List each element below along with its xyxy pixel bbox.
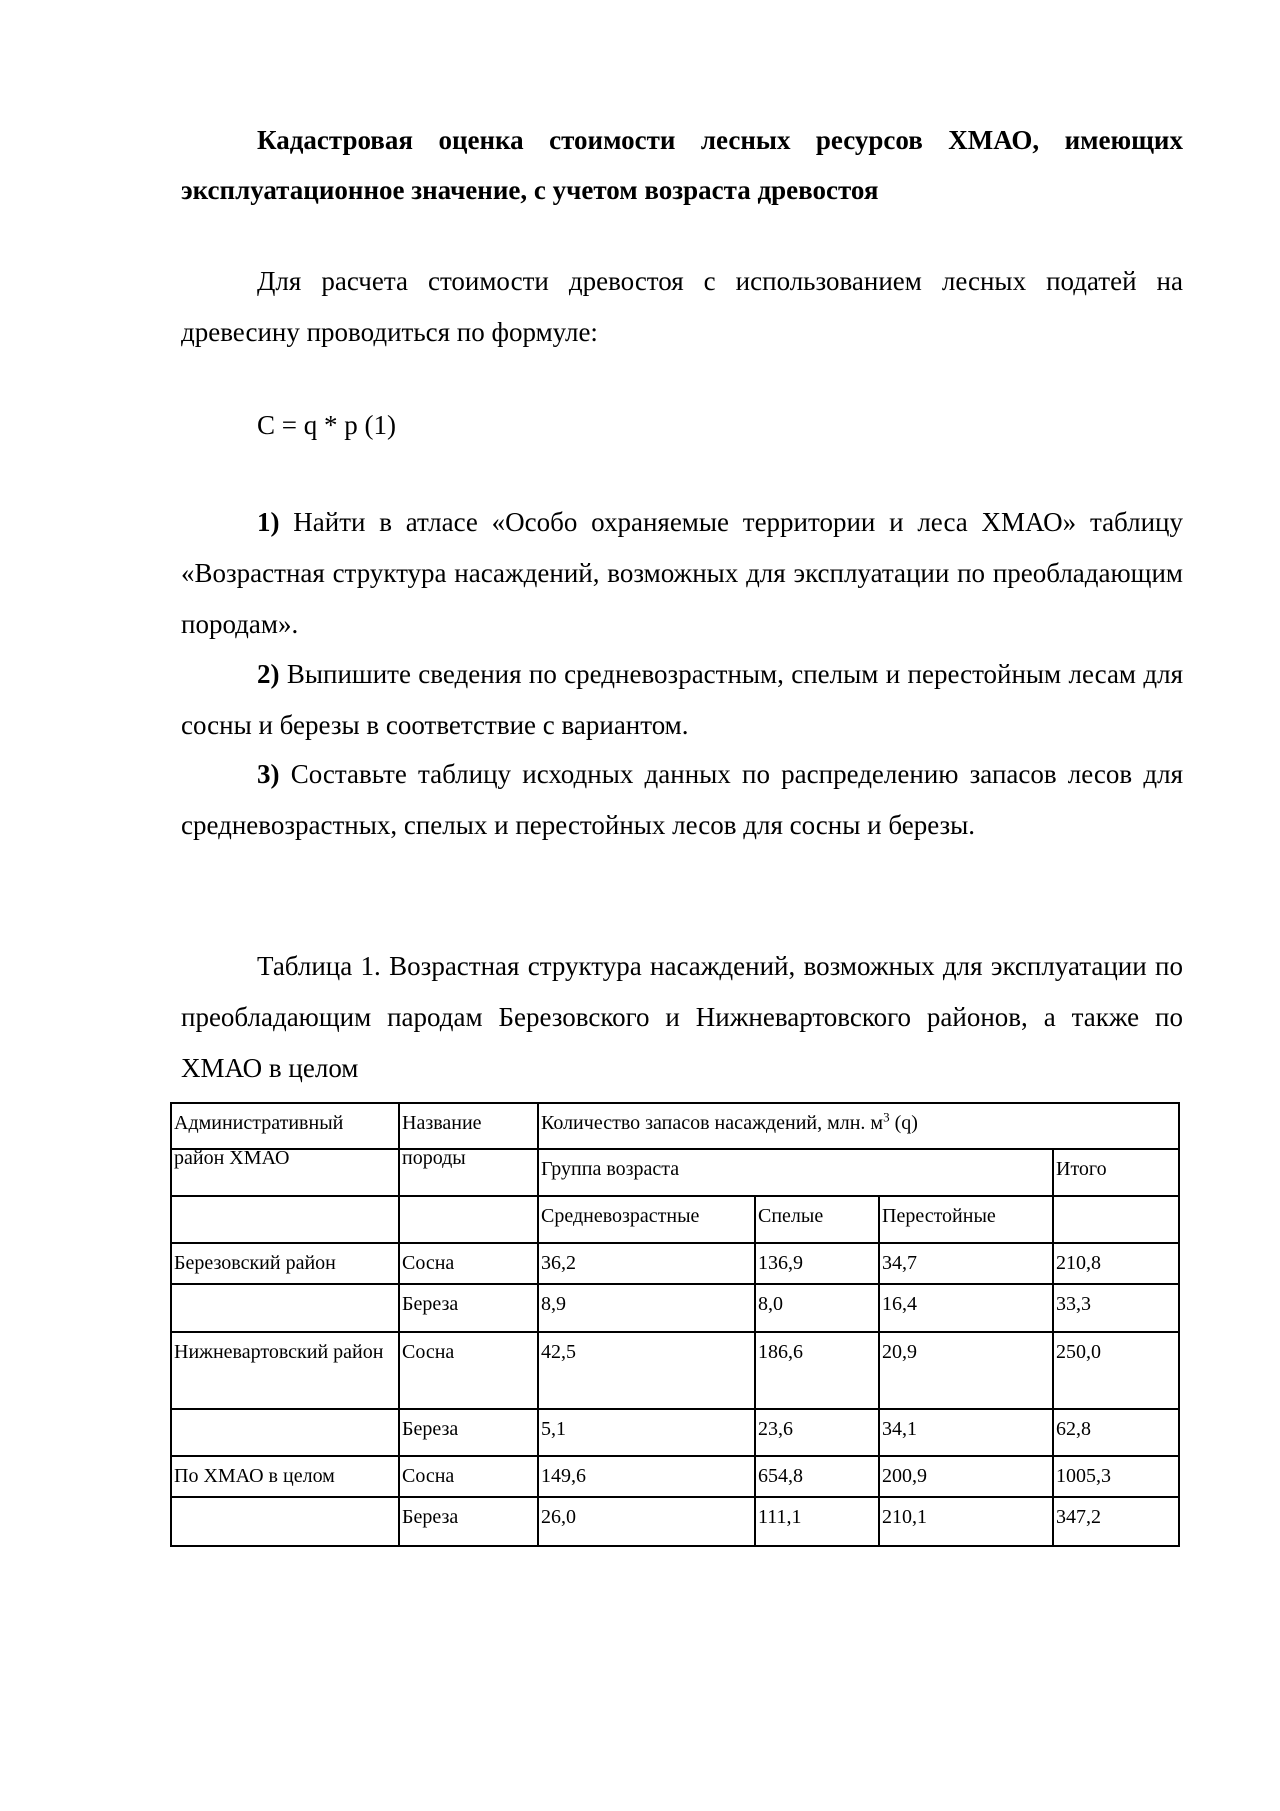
step-3 [181, 749, 1183, 851]
cell-overripe: 20,9 [879, 1332, 1053, 1409]
cell-species: Сосна [399, 1456, 538, 1497]
cell-middle: 5,1 [538, 1409, 755, 1456]
table-row [171, 1243, 1179, 1284]
cell-overripe: 200,9 [879, 1456, 1053, 1497]
cell-district [171, 1284, 399, 1332]
cell-overripe: 16,4 [879, 1284, 1053, 1332]
cell-total: 62,8 [1053, 1409, 1179, 1456]
cell-species: Береза [399, 1284, 538, 1332]
cell-ripe: 136,9 [755, 1243, 879, 1284]
table-row [171, 1332, 1179, 1409]
header-district: Административный район ХМАО [171, 1103, 399, 1149]
cell-species: Береза [399, 1409, 538, 1456]
step-number: 1) [257, 507, 280, 537]
step-text: Составьте таблицу исходных данных по распределению запасов лесов для средневозрастных, спелых и перестойных лесов для сосны и березы. [181, 759, 1183, 840]
cell-middle: 36,2 [538, 1243, 755, 1284]
formula: С = q * p (1) [257, 410, 396, 440]
cell-middle: 149,6 [538, 1456, 755, 1497]
table-header-row [171, 1149, 1179, 1196]
table-row [171, 1497, 1179, 1546]
header-quantity: Количество запасов насаждений, млн. $м^3$ (q) [538, 1103, 1179, 1149]
table-row [171, 1409, 1179, 1456]
intro-paragraph: Для расчета стоимости древостоя с использованием лесных податей на древесину проводиться по формуле: [181, 266, 1183, 347]
document-title: Кадастровая оценка стоимости лесных ресурсов ХМАО, имеющих эксплуатационное значение, с учетом возраста древостоя [181, 125, 1183, 205]
step-1 [181, 497, 1183, 650]
table-header-row [171, 1196, 1179, 1243]
step-number: 3) [257, 759, 280, 789]
header-total: Итого [1053, 1149, 1179, 1196]
cell-ripe: 8,0 [755, 1284, 879, 1332]
table-caption: Таблица 1. Возрастная структура насаждений, возможных для эксплуатации по преобладающим пародам Березовского и Нижневартовского районов, а также по ХМАО в целом [181, 951, 1183, 1083]
header-ripe: Спелые [755, 1196, 879, 1243]
cell-middle: 26,0 [538, 1497, 755, 1546]
cell-species: Береза [399, 1497, 538, 1546]
cell-district [171, 1409, 399, 1456]
cell-middle: 8,9 [538, 1284, 755, 1332]
step-text: Выпишите сведения по средневозрастным, спелым и перестойным лесам для сосны и березы в соответствие с вариантом. [181, 659, 1183, 740]
forest-stock-table [170, 1102, 1180, 1547]
cell-species: Сосна [399, 1243, 538, 1284]
cell-district: Березовский район [171, 1243, 399, 1284]
cell-total: 250,0 [1053, 1332, 1179, 1409]
header-age-group: Группа возраста [538, 1149, 1053, 1196]
cell-district: Нижневартовский район [171, 1332, 399, 1409]
cell-ripe: 186,6 [755, 1332, 879, 1409]
step-number: 2) [257, 659, 280, 689]
step-2 [181, 649, 1183, 751]
cell-overripe: 210,1 [879, 1497, 1053, 1546]
cell-ripe: 111,1 [755, 1497, 879, 1546]
cell-overripe: 34,1 [879, 1409, 1053, 1456]
cell-ripe: 23,6 [755, 1409, 879, 1456]
cell-total: 210,8 [1053, 1243, 1179, 1284]
cell-middle: 42,5 [538, 1332, 755, 1409]
cell-total: 347,2 [1053, 1497, 1179, 1546]
table-row [171, 1284, 1179, 1332]
table-header-row [171, 1103, 1179, 1149]
cell-total: 1005,3 [1053, 1456, 1179, 1497]
cell-species: Сосна [399, 1332, 538, 1409]
cell-overripe: 34,7 [879, 1243, 1053, 1284]
cell-district: По ХМАО в целом [171, 1456, 399, 1497]
cell-total: 33,3 [1053, 1284, 1179, 1332]
header-middle-aged: Средневозрастные [538, 1196, 755, 1243]
cell-ripe: 654,8 [755, 1456, 879, 1497]
header-species: Название породы [399, 1103, 538, 1149]
cell-district [171, 1497, 399, 1546]
table-row [171, 1456, 1179, 1497]
step-text: Найти в атласе «Особо охраняемые территории и леса ХМАО» таблицу «Возрастная структура насаждений, возможных для эксплуатации по преобладающим породам». [181, 507, 1183, 639]
header-overripe: Перестойные [879, 1196, 1053, 1243]
